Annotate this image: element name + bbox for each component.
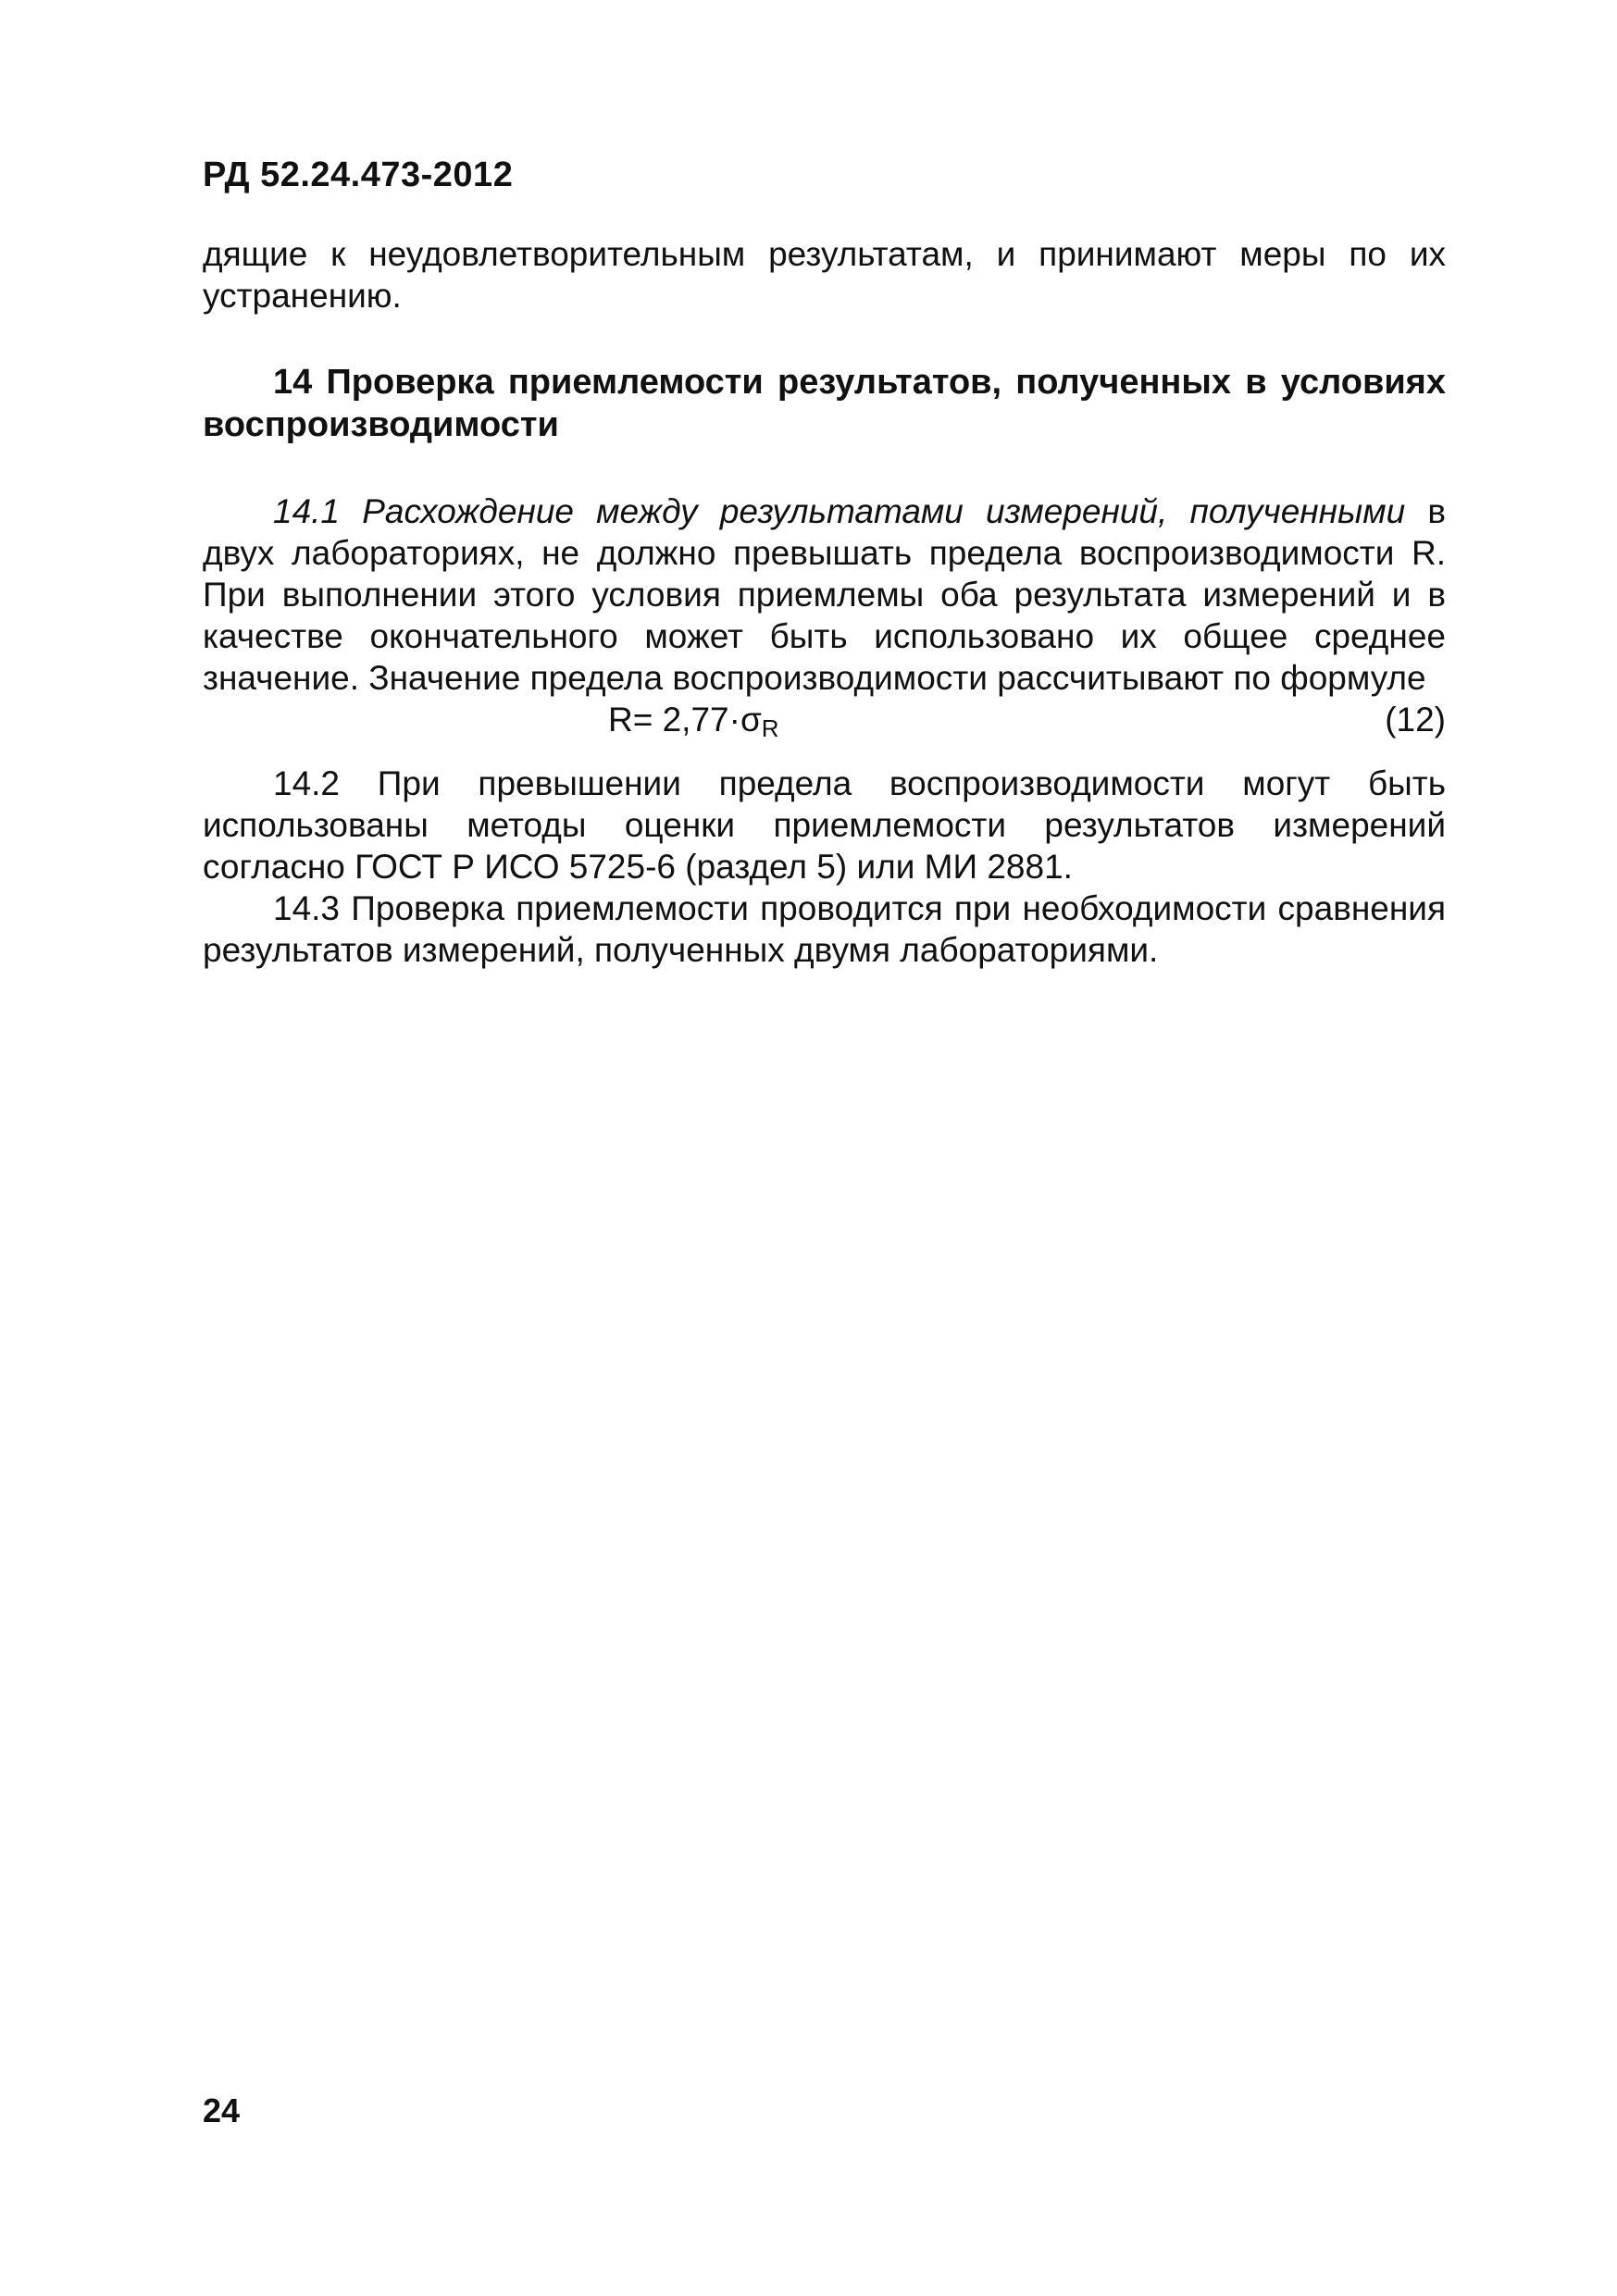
section-heading: 14 Проверка приемлемости результатов, полученных в условиях воспроизводимости — [203, 363, 1446, 444]
clause-14-2: 14.2 При превышении предела воспроизводимости могут быть использованы методы оценки приемлемости результатов измерений согласно ГОСТ Р ИСО 5725-6 (раздел 5) или МИ 2881. — [203, 764, 1446, 886]
clause-14-1-lead: Расхождение между результатами измерений, полученными — [362, 492, 1406, 530]
clause-14-1-number: 14.1 — [273, 492, 341, 530]
formula-12 — [203, 699, 1446, 740]
formula-expression — [608, 699, 779, 750]
continuation-paragraph: дящие к неудовлетворительным результатам, и принимают меры по их устранению. — [203, 235, 1446, 315]
page-number: 24 — [203, 2091, 241, 2129]
page-content — [203, 233, 1446, 971]
formula-number: (12) — [1385, 701, 1446, 738]
formula-lhs: R= 2,77·σ — [608, 701, 762, 738]
formula-subscript: R — [761, 714, 779, 742]
clause-14-1 — [203, 490, 1446, 699]
document-code: РД 52.24.473-2012 — [203, 155, 514, 194]
clause-14-1-body: в двух лабораториях, не должно превышать предела воспроизводимости R. При выполнении этого условия приемлемы оба результата измерений и в качестве окончательного может быть использовано их общее среднее значение. Значение предела воспроизводимости рассчитывают по формуле — [203, 492, 1446, 697]
clause-14-3: 14.3 Проверка приемлемости проводится при необходимости сравнения результатов измерений, полученных двумя лабораториями. — [203, 889, 1446, 969]
spacer — [203, 740, 1446, 763]
